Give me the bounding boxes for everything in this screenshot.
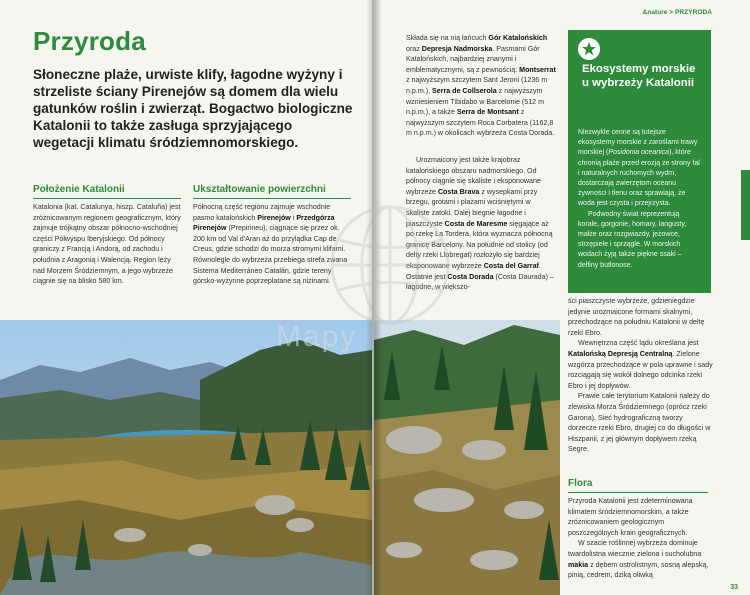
page-title: Przyroda <box>33 26 146 56</box>
side-tab <box>741 170 750 240</box>
ecosystem-info-box <box>568 30 711 293</box>
box-text: Niezwykle cenne są tutejsze ekosystemy morskie z zaroślami trawy morskiej (Posidonia oceanica), które chronią plaże przed erozją ze strony fal i naturalnych ruchomych wydm, dostarczają zwierzętom oceanu żywności i tlenu oraz sprawiają, że woda jest czysta i przejrzysta. Podwodny świat reprezentują korale, gorgonie, homary, langusty, małże oraz rozgwiazdy, jeżowce, strzępiele i sprzągle. W morskich wodach żyją także piękne ssaki – delfiny butlonose. <box>578 129 700 269</box>
star-icon <box>578 38 600 60</box>
text-depression: ści piaszczyste wybrzeże, gdzieniegdzie jedynie urozmaicone formami skalnymi, przechodzące na południu Katalonii w deltę rzeki Ebro. Wewnętrzna część lądu określana jest Katalońską Depresją Centralną. Zielone wzgórza przechodzące w pola uprawne i sady rozciągają się wokół dolnego odcinka rzeki Ebro i jej dopływów. Prawie całe terytorium Katalonii należy do zlewiska Morza Śródziemnego (oprócz rzeki Garona). Sieć hydrograficzną tworzy dorzecze rzeki Ebro, drugiej co do długości w Hiszpanii, z jej głównym dopływem rzeką Segre. <box>568 297 713 454</box>
text-mountains: Składa się na nią łańcuch Gór Katalońskich oraz Depresja Nadmorska. Pasmami Gór Katalońskich, najbardziej znanymi i emblematycznymi, są z pewnością: Montserrat z najwyższym szczytem Sant Jeroni (1236 m n.p.m.), Serra de Collserola z najwyższym wzniesieniem Tibidabo w Barcelonie (512 m n.p.m.), a także Serra de Montsant z najwyższym szczytem Roca Corbatera (1162,8 m n.p.m.) w okolicach wybrzeża Costa Dorada. <box>406 34 556 138</box>
watermark-text: Mapy <box>276 320 358 353</box>
section-text-relief: Północną część regionu zajmuje wschodnie pasmo katalońskich Pirenejów i Przedgórza Pirenejów (Prepirineu), ciągnące się przez ok. 200 km od Val d'Aran aż do przylądka Cap de Creus, gdzie schodzi do morza stromymi klifami. Równolegle do wybrzeża przebiega strefa zwana Sistema Mediterráneo Catalán, gdzie tereny górsko-wyżynne poprzeplatane są nizinami. <box>193 203 348 286</box>
section-heading-relief: Ukształtowanie powierzchni <box>193 184 351 199</box>
section-heading-location: Położenie Katalonii <box>33 184 181 199</box>
box-title: Ekosystemy morskie u wybrzeży Katalonii <box>582 63 696 89</box>
text-coast: Urozmaicony jest także krajobraz katalońskiego obszaru nadmorskiego. Od północy ciągnie się skaliste i eksponowane wybrzeże Costa Brava z wysepkami przy brzegu, grotami i plażami wciśniętymi w skaliste zatoki. Dalej biegnie łagodne i piaszczyste Costa de Maresme sięgające aż po rzekę La Tordera, która wyznacza północną granicę Barcelony. Na południe od stolicy (od delty rzeki Llobregat) rozłożyło się bardziej eksponowane wybrzeże Costa del Garraf. Ostatnie jest Costa Dorada (Costa Daurada) – łagodne, w większo- <box>406 156 554 292</box>
flora-text: Przyroda Katalonii jest zdeterminowana klimatem śródziemnomorskim, a także zróżnicowaniem geologicznym poszczególnych krain geograficznych. W szacie roślinnej wybrzeża dominuje twardolistna wiecznie zielona i sucholubna makia z dębem ostrolistnym, sosną alepską, pinią, cedrem, dziką oliwką <box>568 497 709 580</box>
lead-paragraph: Słoneczne plaże, urwiste klify, łagodne wyżyny i strzeliste ściany Pirenejów są domem dla wielu gatunków roślin i zwierząt. Bogactwo biologiczne Katalonii to także zasługa sprzyjającego wegetacji klimatu śródziemnomorskiego. <box>33 67 353 150</box>
left-page <box>0 0 372 595</box>
landscape-photo-right <box>374 320 560 595</box>
page-number: 33 <box>730 584 738 591</box>
section-text-location: Katalonia (kat. Catalunya, hiszp. Cataluña) jest zróżnicowanym regionem geograficznym, który zajmuje trójkątny obszar północno-wschodniej części Półwyspu Iberyjskiego. Od północy graniczy z Francją i Andorą, od zachodu i południa z Aragonią i Walencją. Region leży nad Morzem Śródziemnym, a jego wybrzeże ciągnie się na blisko 580 km. <box>33 203 181 286</box>
breadcrumb: &nature > PRZYRODA <box>642 9 712 16</box>
landscape-photo-left <box>0 320 372 595</box>
section-heading-flora: Flora <box>568 478 708 493</box>
globe-watermark-icon <box>325 200 455 330</box>
